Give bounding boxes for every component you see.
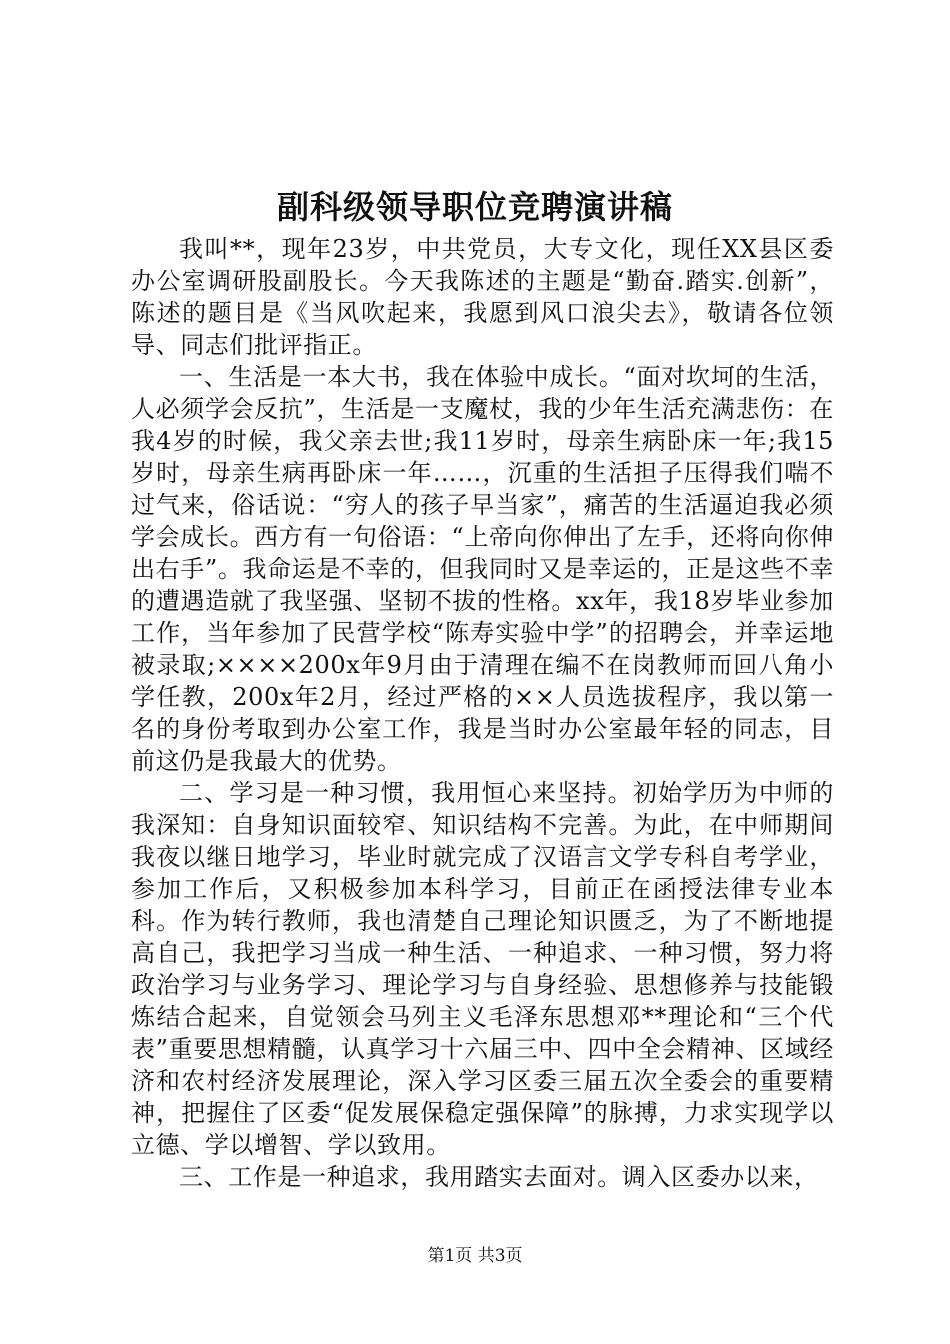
paragraph-work: 三、工作是一种追求，我用踏实去面对。调入区委办以来， (179, 1163, 819, 1191)
paragraph-life: 一、生活是一本大书，我在体验中成长。“面对坎坷的生活，人必须学会反抗”，生活是一支魔杖，我的少年生活充满悲伤：在我4岁的时候，我父亲去世;我11岁时，母亲生病卧床一年;我15岁时，母亲生病再卧床一年……，沉重的生活担子压得我们喘不过气来，俗话说：“穷人的孩子早当家”，痛苦的生活逼迫我必须学会成长。西方有一句俗语：“上帝向你伸出了左手，还将向你伸出右手”。我命运是不幸的，但我同时又是幸运的，正是这些不幸的遭遇造就了我坚强、坚韧不拔的性格。xx年，我18岁毕业参加工作，当年参加了民营学校“陈寿实验中学”的招聘会，并幸运地被录取;××××200x年9月由于清理在编不在岗教师而回八角小学任教，200x年2月，经过严格的××人员选拔程序，我以第一名的身份考取到办公室工作，我是当时办公室最年轻的同志，目前这仍是我最大的优势。 (131, 363, 834, 775)
paragraph-study: 二、学习是一种习惯，我用恒心来坚持。初始学历为中师的我深知：自身知识面较窄、知识结构不完善。为此，在中师期间我夜以继日地学习，毕业时就完成了汉语言文学专科自考学业，参加工作后，又积极参加本科学习，目前正在函授法律专业本科。作为转行教师，我也清楚自己理论知识匮乏，为了不断地提高自己，我把学习当成一种生活、一种追求、一种习惯，努力将政治学习与业务学习、理论学习与自身经验、思想修养与技能锻炼结合起来，自觉领会马列主义毛泽东思想邓**理论和“三个代表”重要思想精髓，认真学习十六届三中、四中全会精神、区域经济和农村经济发展理论，深入学习区委三届五次全委会的重要精神，把握住了区委“促发展保稳定强保障”的脉搏，力求实现学以立德、学以增智、学以致用。 (131, 779, 834, 1159)
document-body (131, 233, 834, 1193)
document-title: 副科级领导职位竞聘演讲稿 (276, 188, 673, 226)
page-number-footer: 第1页 共3页 (427, 1246, 523, 1266)
paragraph-intro: 我叫**，现年23岁，中共党员，大专文化，现任XX县区委办公室调研股副股长。今天我陈述的主题是“勤奋.踏实.创新”，陈述的题目是《当风吹起来，我愿到风口浪尖去》，敬请各位领导、同志们批评指正。 (131, 235, 834, 359)
